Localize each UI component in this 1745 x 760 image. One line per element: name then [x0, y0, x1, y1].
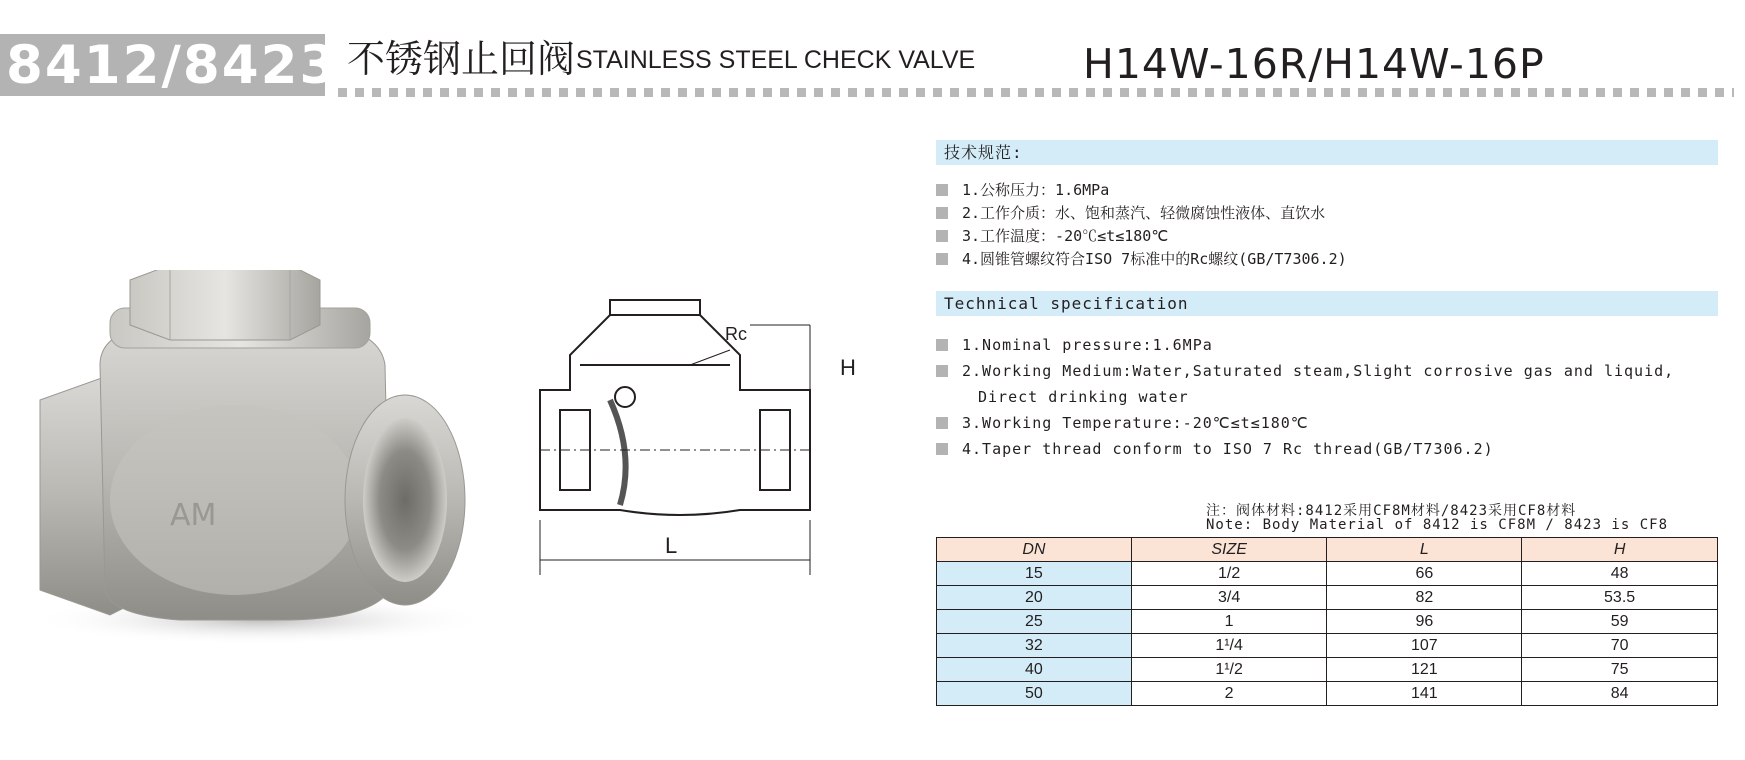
cell-dn: 25 [937, 610, 1132, 634]
table-row [937, 610, 1718, 634]
product-code-box [0, 34, 339, 96]
bullet-square-icon [936, 230, 948, 242]
table-row [937, 634, 1718, 658]
valve-logo: AM [170, 498, 217, 533]
cell-size: 1¹/2 [1131, 658, 1327, 682]
bullet-square-icon [936, 443, 948, 455]
valve-photo [20, 270, 480, 650]
spec-item-en: 3.Working Temperature:-20℃≤t≤180℃ [936, 410, 1674, 436]
cell-l: 96 [1327, 610, 1522, 634]
bullet-square-icon [936, 417, 948, 429]
cell-l: 121 [1327, 658, 1522, 682]
dimension-table [936, 537, 1718, 706]
bullet-square-icon [936, 365, 948, 377]
height-label: H [840, 355, 856, 380]
cell-dn: 15 [937, 562, 1132, 586]
material-note-cn: 注：阀体材料:8412采用CF8M材料/8423采用CF8材料 [1206, 503, 1577, 519]
rc-label: Rc [725, 324, 747, 344]
cell-h: 84 [1522, 682, 1718, 706]
spec-heading-en: Technical specification [936, 291, 1718, 316]
spec-item-en: 2.Working Medium:Water,Saturated steam,Slight corrosive gas and liquid, [936, 358, 1674, 384]
header-h: H [1522, 538, 1718, 562]
header-dn: DN [937, 538, 1132, 562]
cell-h: 48 [1522, 562, 1718, 586]
cell-size: 1/2 [1131, 562, 1327, 586]
bullet-square-icon [936, 253, 948, 265]
table-row [937, 682, 1718, 706]
bullet-square-icon [936, 339, 948, 351]
product-code: 8412/8423 [6, 34, 339, 96]
table-row [937, 658, 1718, 682]
spec-list-cn [936, 179, 1347, 271]
table-row [937, 562, 1718, 586]
cell-dn: 20 [937, 586, 1132, 610]
title-chinese: 不锈钢止回阀 [347, 37, 576, 81]
spec-item-en: 1.Nominal pressure:1.6MPa [936, 332, 1674, 358]
spec-item-en-continued: Direct drinking water [978, 388, 1189, 406]
cell-h: 53.5 [1522, 586, 1718, 610]
spec-item-cn: 2.工作介质：水、饱和蒸汽、轻微腐蚀性液体、直饮水 [936, 202, 1347, 225]
bullet-square-icon [936, 207, 948, 219]
header-l: L [1327, 538, 1522, 562]
cell-dn: 40 [937, 658, 1132, 682]
cell-size: 2 [1131, 682, 1327, 706]
spec-item-cn: 3.工作温度：-20℃≤t≤180℃ [936, 225, 1347, 248]
cell-dn: 32 [937, 634, 1132, 658]
cell-dn: 50 [937, 682, 1132, 706]
cell-h: 75 [1522, 658, 1718, 682]
bullet-square-icon [936, 184, 948, 196]
table-row [937, 586, 1718, 610]
cell-l: 141 [1327, 682, 1522, 706]
cell-h: 70 [1522, 634, 1718, 658]
title-english: STAINLESS STEEL CHECK VALVE [576, 46, 976, 74]
length-label: L [665, 533, 678, 558]
header-size: SIZE [1131, 538, 1327, 562]
spec-heading-cn: 技术规范: [936, 140, 1718, 165]
spec-item-en: 4.Taper thread conform to ISO 7 Rc thread(GB/T7306.2) [936, 436, 1674, 462]
table-header-row [937, 538, 1718, 562]
spec-list-en [936, 332, 1674, 462]
model-number: H14W-16R/H14W-16P [1083, 40, 1545, 88]
spec-item-cn: 4.圆锥管螺纹符合ISO 7标准中的Rc螺纹(GB/T7306.2) [936, 248, 1347, 271]
cell-l: 66 [1327, 562, 1522, 586]
material-note-en: Note: Body Material of 8412 is CF8M / 8423 is CF8 [1206, 517, 1669, 533]
spec-item-cn: 1.公称压力：1.6MPa [936, 179, 1347, 202]
cell-size: 1 [1131, 610, 1327, 634]
cell-h: 59 [1522, 610, 1718, 634]
cell-l: 107 [1327, 634, 1522, 658]
cell-l: 82 [1327, 586, 1522, 610]
dotted-divider [338, 88, 1734, 97]
cell-size: 3/4 [1131, 586, 1327, 610]
cell-size: 1¹/4 [1131, 634, 1327, 658]
cross-section-drawing [510, 295, 910, 645]
